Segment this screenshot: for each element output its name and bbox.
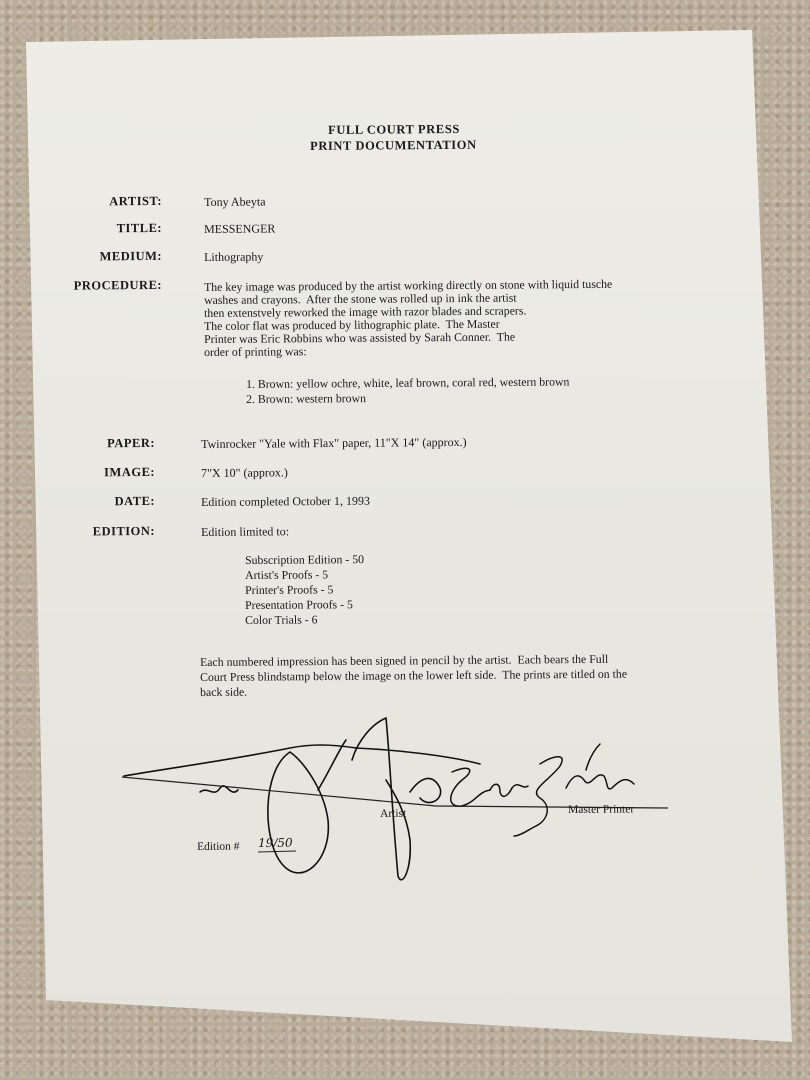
edition-item-printers-proofs: Printer's Proofs - 5 <box>244 582 334 597</box>
closing-line-1: Each numbered impression has been signed in pencil by the artist. Each bears the Full <box>199 651 609 669</box>
header-line-2: PRINT DOCUMENTATION <box>310 137 477 153</box>
edition-number-label: Edition # <box>197 840 240 853</box>
closing-line-3: back side. <box>199 684 248 699</box>
title-label: TITLE: <box>116 220 163 236</box>
printer-signature <box>451 744 634 836</box>
artist-signature <box>124 718 480 880</box>
date-label: DATE: <box>114 493 156 509</box>
edition-value: Edition limited to: <box>201 524 290 539</box>
edition-number-line <box>258 851 296 852</box>
procedure-line-2: washes and crayons. After the stone was rolled up in ink the artist <box>203 290 517 307</box>
title-value: MESSENGER <box>204 221 276 236</box>
artist-signature-line <box>122 777 436 806</box>
procedure-line-3: then extenstvely reworked the image with razor blades and scrapers. <box>203 303 527 320</box>
paper-value: Twinrocker "Yale with Flax" paper, 11"X 14" (approx.) <box>201 434 467 451</box>
edition-label: EDITION: <box>92 523 156 539</box>
edition-number-value: 19/50 <box>258 835 293 850</box>
procedure-label: PROCEDURE: <box>73 277 163 293</box>
procedure-line-4: The color flat was produced by lithographic plate. The Master <box>203 316 500 333</box>
artist-label: ARTIST: <box>109 193 163 209</box>
edition-item-color-trials: Color Trials - 6 <box>244 612 318 627</box>
edition-item-subscription: Subscription Edition - 50 <box>244 552 365 567</box>
paper-label: PAPER: <box>107 435 156 451</box>
printing-step-1: 1. Brown: yellow ochre, white, leaf brown, coral red, western brown <box>245 374 570 391</box>
medium-value: Lithography <box>204 249 264 264</box>
procedure-line-1: The key image was produced by the artist working directly on stone with liquid tusche <box>203 276 613 294</box>
procedure-line-5: Printer was Eric Robbins who was assisted by Sarah Conner. The <box>203 329 516 346</box>
edition-item-artists-proofs: Artist's Proofs - 5 <box>244 567 329 582</box>
date-value: Edition completed October 1, 1993 <box>201 493 371 509</box>
printing-step-2: 2. Brown: western brown <box>245 391 367 406</box>
artist-caption: Artist <box>380 807 407 820</box>
closing-line-2: Court Press blindstamp below the image on the lower left side. The prints are titled on the <box>199 666 628 684</box>
image-value: 7"X 10" (approx.) <box>201 465 288 480</box>
medium-label: MEDIUM: <box>99 248 163 264</box>
edition-item-presentation-proofs: Presentation Proofs - 5 <box>244 597 353 612</box>
header-line-1: FULL COURT PRESS <box>328 121 460 137</box>
procedure-line-6: order of printing was: <box>203 344 307 359</box>
image-label: IMAGE: <box>104 464 156 480</box>
artist-value: Tony Abeyta <box>204 194 266 209</box>
master-printer-caption: Master Printer <box>568 803 635 816</box>
